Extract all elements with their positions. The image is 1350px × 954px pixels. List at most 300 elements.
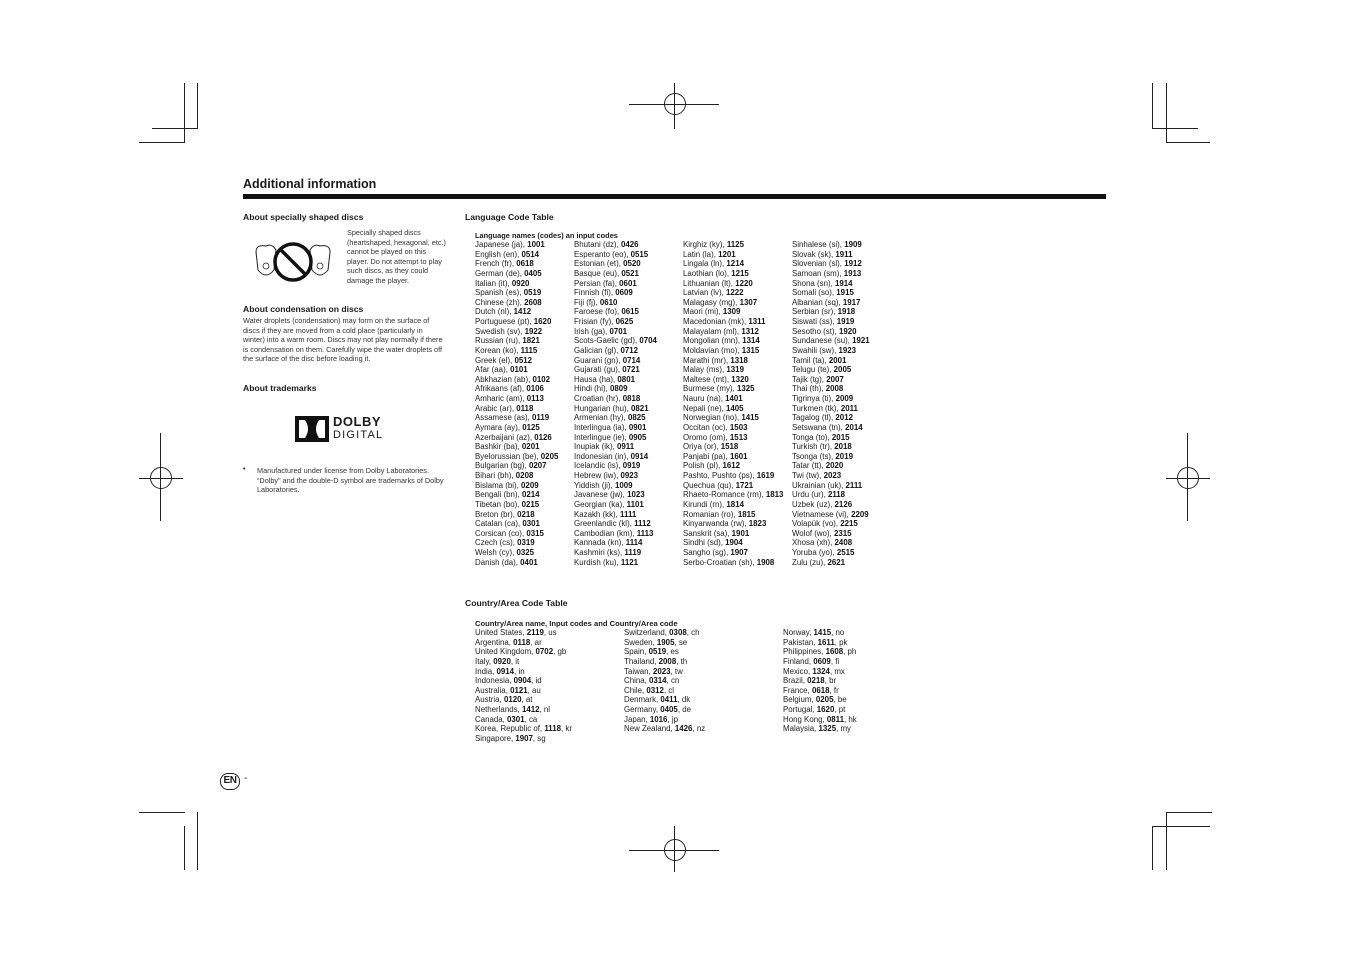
language-row: [574, 404, 657, 414]
language-row: [475, 279, 558, 289]
page-number-dash: -: [244, 773, 248, 784]
entry-code: 2012: [835, 413, 853, 423]
language-row: [792, 500, 870, 510]
language-row: [792, 471, 870, 481]
entry-name: Kurdish (ku),: [574, 557, 621, 567]
entry-country-code: , no: [831, 628, 845, 637]
language-column: [683, 240, 783, 567]
entry-code: 0315: [526, 528, 544, 538]
language-row: [475, 317, 558, 327]
language-row: [683, 538, 783, 548]
entry-name: Italian (it),: [475, 278, 512, 288]
entry-name: Japanese (ja),: [475, 240, 528, 249]
entry-name: Malagasy (mg),: [683, 297, 740, 307]
language-row: [792, 413, 870, 423]
entry-name: Korean (ko),: [475, 345, 521, 355]
entry-name: Catalan (ca),: [475, 519, 523, 529]
entry-code: 0601: [619, 278, 637, 288]
entry-code: 1919: [836, 317, 855, 326]
entry-name: Persian (fa),: [574, 278, 620, 288]
entry-code: 0901: [628, 422, 647, 432]
language-row: [475, 346, 558, 356]
entry-country-code: , hk: [844, 714, 857, 724]
entry-name: Thailand,: [624, 656, 659, 666]
entry-name: Chile,: [624, 685, 647, 695]
entry-name: Burmese (my),: [683, 384, 737, 394]
language-row: [683, 413, 783, 423]
entry-country-code: , pk: [834, 637, 848, 647]
entry-code: 1215: [731, 268, 749, 278]
country-row: [624, 638, 705, 648]
entry-code: 1911: [835, 249, 853, 259]
language-row: [475, 442, 558, 452]
entry-name: Tatar (tt),: [792, 461, 826, 471]
entry-country-code: , ar: [530, 637, 542, 647]
entry-code: 2215: [840, 519, 858, 529]
entry-name: Netherlands,: [475, 705, 522, 714]
language-row: [475, 327, 558, 337]
entry-code: 1320: [731, 374, 749, 384]
entry-code: 1608: [825, 647, 844, 657]
language-row: [792, 327, 870, 337]
entry-name: Indonesia,: [475, 676, 514, 686]
entry-name: Malaysia,: [783, 724, 819, 734]
language-row: [574, 240, 657, 250]
language-row: [792, 423, 870, 433]
entry-code: 0218: [517, 509, 535, 519]
entry-name: Finland,: [783, 656, 814, 666]
language-row: [475, 394, 558, 404]
entry-name: India,: [475, 666, 497, 676]
entry-country-code: , br: [824, 676, 837, 686]
entry-name: Denmark,: [624, 695, 661, 705]
language-row: [475, 529, 558, 539]
entry-name: Bulgarian (bg),: [475, 461, 529, 471]
entry-name: Mexico,: [783, 666, 813, 676]
entry-name: Oromo (om),: [683, 432, 730, 442]
entry-code: 1121: [620, 557, 639, 567]
country-row: [475, 647, 572, 657]
entry-code: 2315: [833, 528, 852, 538]
entry-country-code: , cl: [663, 685, 675, 695]
language-row: [574, 327, 657, 337]
entry-code: 0618: [811, 685, 830, 695]
country-row: [475, 676, 572, 686]
entry-country-code: , ch: [686, 628, 700, 637]
entry-name: Afar (aa),: [475, 365, 511, 375]
entry-code: 0401: [520, 557, 538, 567]
language-row: [683, 404, 783, 414]
language-row: [475, 404, 558, 414]
language-row: [574, 519, 657, 529]
entry-code: 0411: [660, 695, 678, 705]
entry-code: 1412: [521, 705, 540, 714]
entry-name: Korea, Republic of,: [475, 724, 545, 734]
entry-name: Yoruba (yo),: [792, 548, 837, 557]
dolby-logo-text: DOLBY: [333, 414, 381, 429]
language-row: [574, 548, 657, 558]
country-row: [475, 705, 572, 715]
entry-name: Moldavian (mo),: [683, 345, 742, 355]
entry-code: 0118: [513, 637, 531, 647]
language-row: [475, 356, 558, 366]
entry-name: Frisian (fy),: [574, 317, 616, 326]
language-row: [574, 307, 657, 317]
language-row: [792, 452, 870, 462]
entry-code: 1920: [838, 326, 857, 336]
language-table-subheading: Language names (codes) an input codes: [475, 231, 618, 240]
entry-name: Switzerland,: [624, 628, 670, 637]
entry-code: 0905: [628, 432, 647, 442]
entry-name: Bhutani (dz),: [574, 240, 621, 249]
entry-name: Danish (da),: [475, 557, 521, 567]
entry-code: 2126: [834, 499, 853, 509]
entry-name: Oriya (or),: [683, 442, 721, 452]
language-row: [683, 279, 783, 289]
language-row: [792, 510, 870, 520]
entry-code: 1324: [812, 666, 830, 676]
entry-code: 1601: [729, 451, 748, 461]
entry-code: 1314: [742, 336, 760, 346]
digital-logo-text: DIGITAL: [333, 429, 384, 441]
shaped-discs-heading: About specially shaped discs: [243, 212, 364, 222]
entry-name: Faroese (fo),: [574, 307, 622, 317]
entry-code: 0120: [503, 695, 522, 705]
entry-name: Polish (pl),: [683, 461, 723, 471]
entry-code: 1405: [725, 403, 744, 413]
entry-code: 0821: [631, 403, 649, 413]
entry-name: Fiji (fj),: [574, 297, 600, 307]
entry-code: 1222: [725, 288, 744, 298]
entry-code: 0121: [510, 685, 528, 695]
entry-name: Norwegian (no),: [683, 413, 742, 423]
language-row: [475, 240, 558, 250]
entry-name: Australia,: [475, 685, 511, 695]
entry-code: 1518: [720, 442, 739, 452]
entry-name: Tigrinya (ti),: [792, 394, 836, 403]
entry-country-code: , be: [833, 695, 847, 705]
entry-code: 1904: [725, 538, 743, 548]
language-row: [683, 510, 783, 520]
language-row: [475, 558, 558, 568]
country-row: [783, 695, 857, 705]
language-row: [574, 529, 657, 539]
country-row: [783, 724, 857, 734]
entry-code: 0405: [660, 705, 678, 714]
language-row: [792, 250, 870, 260]
entry-code: 0920: [511, 278, 530, 288]
language-row: [475, 384, 558, 394]
entry-code: 1921: [852, 336, 870, 346]
entry-name: Austria,: [475, 695, 504, 705]
entry-name: Thai (th),: [792, 384, 826, 394]
language-row: [683, 288, 783, 298]
language-row: [792, 404, 870, 414]
condensation-heading: About condensation on discs: [243, 304, 364, 314]
entry-name: Sesotho (st),: [792, 326, 839, 336]
entry-name: Swahili (sw),: [792, 345, 839, 355]
language-row: [574, 288, 657, 298]
country-table-subheading: Country/Area name, Input codes and Country/Area code: [475, 619, 678, 628]
entry-code: 2209: [851, 509, 869, 519]
entry-name: French (fr),: [475, 259, 517, 269]
language-row: [574, 394, 657, 404]
entry-code: 1401: [725, 394, 743, 403]
entry-country-code: , nl: [539, 705, 551, 714]
entry-code: 0515: [630, 249, 649, 259]
language-row: [574, 279, 657, 289]
entry-name: Turkmen (tk),: [792, 403, 841, 413]
language-row: [574, 500, 657, 510]
entry-country-code: , gb: [553, 647, 567, 657]
entry-code: 0118: [516, 403, 534, 413]
language-row: [683, 259, 783, 269]
entry-country-code: , nz: [692, 724, 706, 734]
language-row: [792, 529, 870, 539]
language-row: [683, 346, 783, 356]
language-row: [792, 259, 870, 269]
country-row: [783, 667, 857, 677]
language-row: [792, 279, 870, 289]
entry-code: 1813: [765, 490, 784, 500]
entry-code: 0521: [621, 268, 639, 278]
entry-name: Hindi (hi),: [574, 384, 610, 394]
entry-name: Bengali (bn),: [475, 490, 522, 500]
entry-name: Pashto, Pushto (ps),: [683, 471, 757, 480]
entry-code: 0301: [522, 519, 540, 529]
entry-name: Inupiak (ik),: [574, 442, 617, 452]
language-row: [475, 490, 558, 500]
language-row: [683, 490, 783, 500]
entry-country-code: , tw: [670, 666, 683, 676]
language-row: [574, 423, 657, 433]
no-shaped-disc-icon: [252, 240, 334, 284]
language-row: [574, 336, 657, 346]
entry-name: Tajik (tg),: [792, 374, 827, 384]
entry-code: 1721: [735, 480, 754, 490]
entry-name: Zulu (zu),: [792, 557, 828, 567]
header-rule: [243, 194, 1106, 199]
language-row: [683, 336, 783, 346]
entry-name: Sweden,: [624, 637, 657, 647]
entry-code: 0208: [515, 471, 534, 480]
entry-name: Romanian (ro),: [683, 509, 738, 519]
entry-name: Interlingue (ie),: [574, 432, 629, 442]
entry-name: Hungarian (hu),: [574, 403, 632, 413]
country-row: [475, 695, 572, 705]
entry-code: 1823: [748, 519, 767, 529]
entry-name: United States,: [475, 628, 527, 637]
country-row: [475, 638, 572, 648]
entry-name: Esperanto (eo),: [574, 249, 631, 259]
entry-code: 0914: [496, 666, 515, 676]
entry-name: English (en),: [475, 249, 522, 259]
country-column: [624, 628, 705, 734]
language-row: [475, 269, 558, 279]
country-row: [624, 676, 705, 686]
language-row: [683, 461, 783, 471]
language-row: [792, 519, 870, 529]
entry-name: Maltese (mt),: [683, 374, 732, 384]
entry-name: Spain,: [624, 647, 649, 657]
language-row: [683, 384, 783, 394]
entry-code: 0314: [649, 676, 667, 686]
language-row: [792, 288, 870, 298]
entry-code: 1214: [726, 259, 744, 269]
entry-code: 0914: [630, 451, 649, 461]
language-row: [683, 394, 783, 404]
language-row: [683, 471, 783, 481]
entry-code: 0102: [532, 374, 551, 384]
language-row: [574, 471, 657, 481]
entry-name: Spanish (es),: [475, 288, 524, 298]
language-row: [574, 461, 657, 471]
entry-name: Indonesian (in),: [574, 451, 631, 461]
entry-code: 1901: [731, 528, 750, 538]
entry-code: 0512: [514, 355, 533, 365]
entry-name: France,: [783, 685, 812, 695]
bullet: •: [243, 466, 246, 473]
entry-code: 1907: [515, 733, 533, 743]
entry-code: 2005: [833, 365, 852, 375]
entry-country-code: , au: [527, 685, 541, 695]
entry-code: 1620: [816, 705, 835, 714]
entry-country-code: , kr: [561, 724, 572, 734]
entry-name: Kirghiz (ky),: [683, 240, 727, 249]
entry-name: Uzbek (uz),: [792, 499, 835, 509]
entry-code: 1111: [620, 509, 637, 519]
entry-name: Telugu (te),: [792, 365, 834, 375]
entry-country-code: , us: [543, 628, 557, 637]
entry-code: 0113: [526, 394, 544, 403]
entry-name: Urdu (ur),: [792, 490, 828, 500]
entry-name: Chinese (zh),: [475, 297, 525, 307]
entry-name: Norway,: [783, 628, 814, 637]
language-row: [475, 461, 558, 471]
entry-code: 0610: [599, 297, 618, 307]
entry-code: 1620: [533, 317, 552, 326]
entry-code: 0214: [521, 490, 540, 500]
language-row: [683, 240, 783, 250]
language-row: [683, 442, 783, 452]
entry-name: Malay (ms),: [683, 365, 727, 375]
entry-code: 2008: [825, 384, 844, 394]
entry-code: 0519: [523, 288, 542, 298]
entry-name: Icelandic (is),: [574, 461, 623, 471]
entry-code: 0809: [609, 384, 628, 394]
entry-code: 1023: [627, 490, 645, 500]
country-column: [783, 628, 857, 734]
entry-name: Galician (gl),: [574, 345, 621, 355]
entry-name: Dutch (nl),: [475, 307, 514, 317]
entry-country-code: , fr: [829, 685, 839, 695]
language-row: [683, 423, 783, 433]
language-row: [792, 394, 870, 404]
entry-name: Kashmiri (ks),: [574, 548, 625, 557]
entry-code: 2621: [827, 557, 846, 567]
entry-code: 0126: [534, 432, 552, 442]
language-row: [574, 317, 657, 327]
entry-name: Lithuanian (lt),: [683, 278, 736, 288]
entry-code: 2014: [845, 422, 863, 432]
language-row: [475, 481, 558, 491]
entry-name: Tagalog (tl),: [792, 413, 836, 423]
entry-code: 0904: [513, 676, 532, 686]
entry-code: 0520: [623, 259, 641, 269]
country-row: [475, 628, 572, 638]
language-row: [574, 490, 657, 500]
entry-country-code: , ph: [843, 647, 857, 657]
entry-code: 2001: [828, 355, 847, 365]
entry-code: 0625: [615, 317, 634, 326]
entry-country-code: , in: [514, 666, 525, 676]
entry-name: Somali (so),: [792, 288, 837, 298]
entry-code: 1114: [625, 538, 643, 548]
entry-code: 2011: [840, 403, 858, 413]
entry-name: Irish (ga),: [574, 326, 610, 336]
country-row: [624, 695, 705, 705]
entry-name: Portuguese (pt),: [475, 317, 534, 326]
country-row: [624, 628, 705, 638]
entry-code: 1821: [522, 336, 540, 346]
entry-code: 0704: [639, 336, 657, 346]
entry-name: Tonga (to),: [792, 432, 832, 442]
entry-name: Quechua (qu),: [683, 480, 736, 490]
entry-name: Volapük (vo),: [792, 519, 841, 529]
entry-code: 1115: [520, 345, 538, 355]
entry-code: 1307: [739, 297, 758, 307]
entry-name: Kirundi (rn),: [683, 499, 727, 509]
language-row: [792, 346, 870, 356]
entry-code: 2119: [526, 628, 544, 637]
language-row: [475, 250, 558, 260]
entry-code: 2408: [834, 538, 853, 548]
language-row: [475, 336, 558, 346]
entry-code: 1909: [844, 240, 862, 249]
entry-code: 1918: [837, 307, 856, 317]
entry-code: 1815: [737, 509, 756, 519]
language-row: [792, 538, 870, 548]
language-row: [683, 365, 783, 375]
language-row: [683, 298, 783, 308]
language-row: [574, 365, 657, 375]
entry-code: 0125: [522, 422, 540, 432]
entry-code: 0712: [620, 345, 639, 355]
entry-code: 1426: [674, 724, 693, 734]
entry-name: Bihari (bh),: [475, 471, 516, 480]
language-row: [574, 442, 657, 452]
entry-name: Arabic (ar),: [475, 403, 517, 413]
entry-code: 1309: [722, 307, 741, 317]
country-row: [475, 667, 572, 677]
entry-code: 2118: [827, 490, 846, 500]
entry-name: Bashkir (ba),: [475, 442, 522, 452]
entry-code: 0911: [616, 442, 635, 452]
language-column: [792, 240, 870, 567]
entry-name: Finnish (fi),: [574, 288, 616, 298]
language-row: [475, 548, 558, 558]
language-row: [683, 307, 783, 317]
entry-name: Serbian (sr),: [792, 307, 838, 317]
entry-code: 1914: [834, 278, 853, 288]
entry-name: Italy,: [475, 656, 494, 666]
dolby-digital-logo: [295, 415, 395, 443]
entry-code: 0319: [517, 538, 535, 548]
country-row: [783, 657, 857, 667]
entry-code: 1101: [626, 499, 644, 509]
entry-code: 2111: [845, 480, 863, 490]
entry-name: Tamil (ta),: [792, 355, 829, 365]
